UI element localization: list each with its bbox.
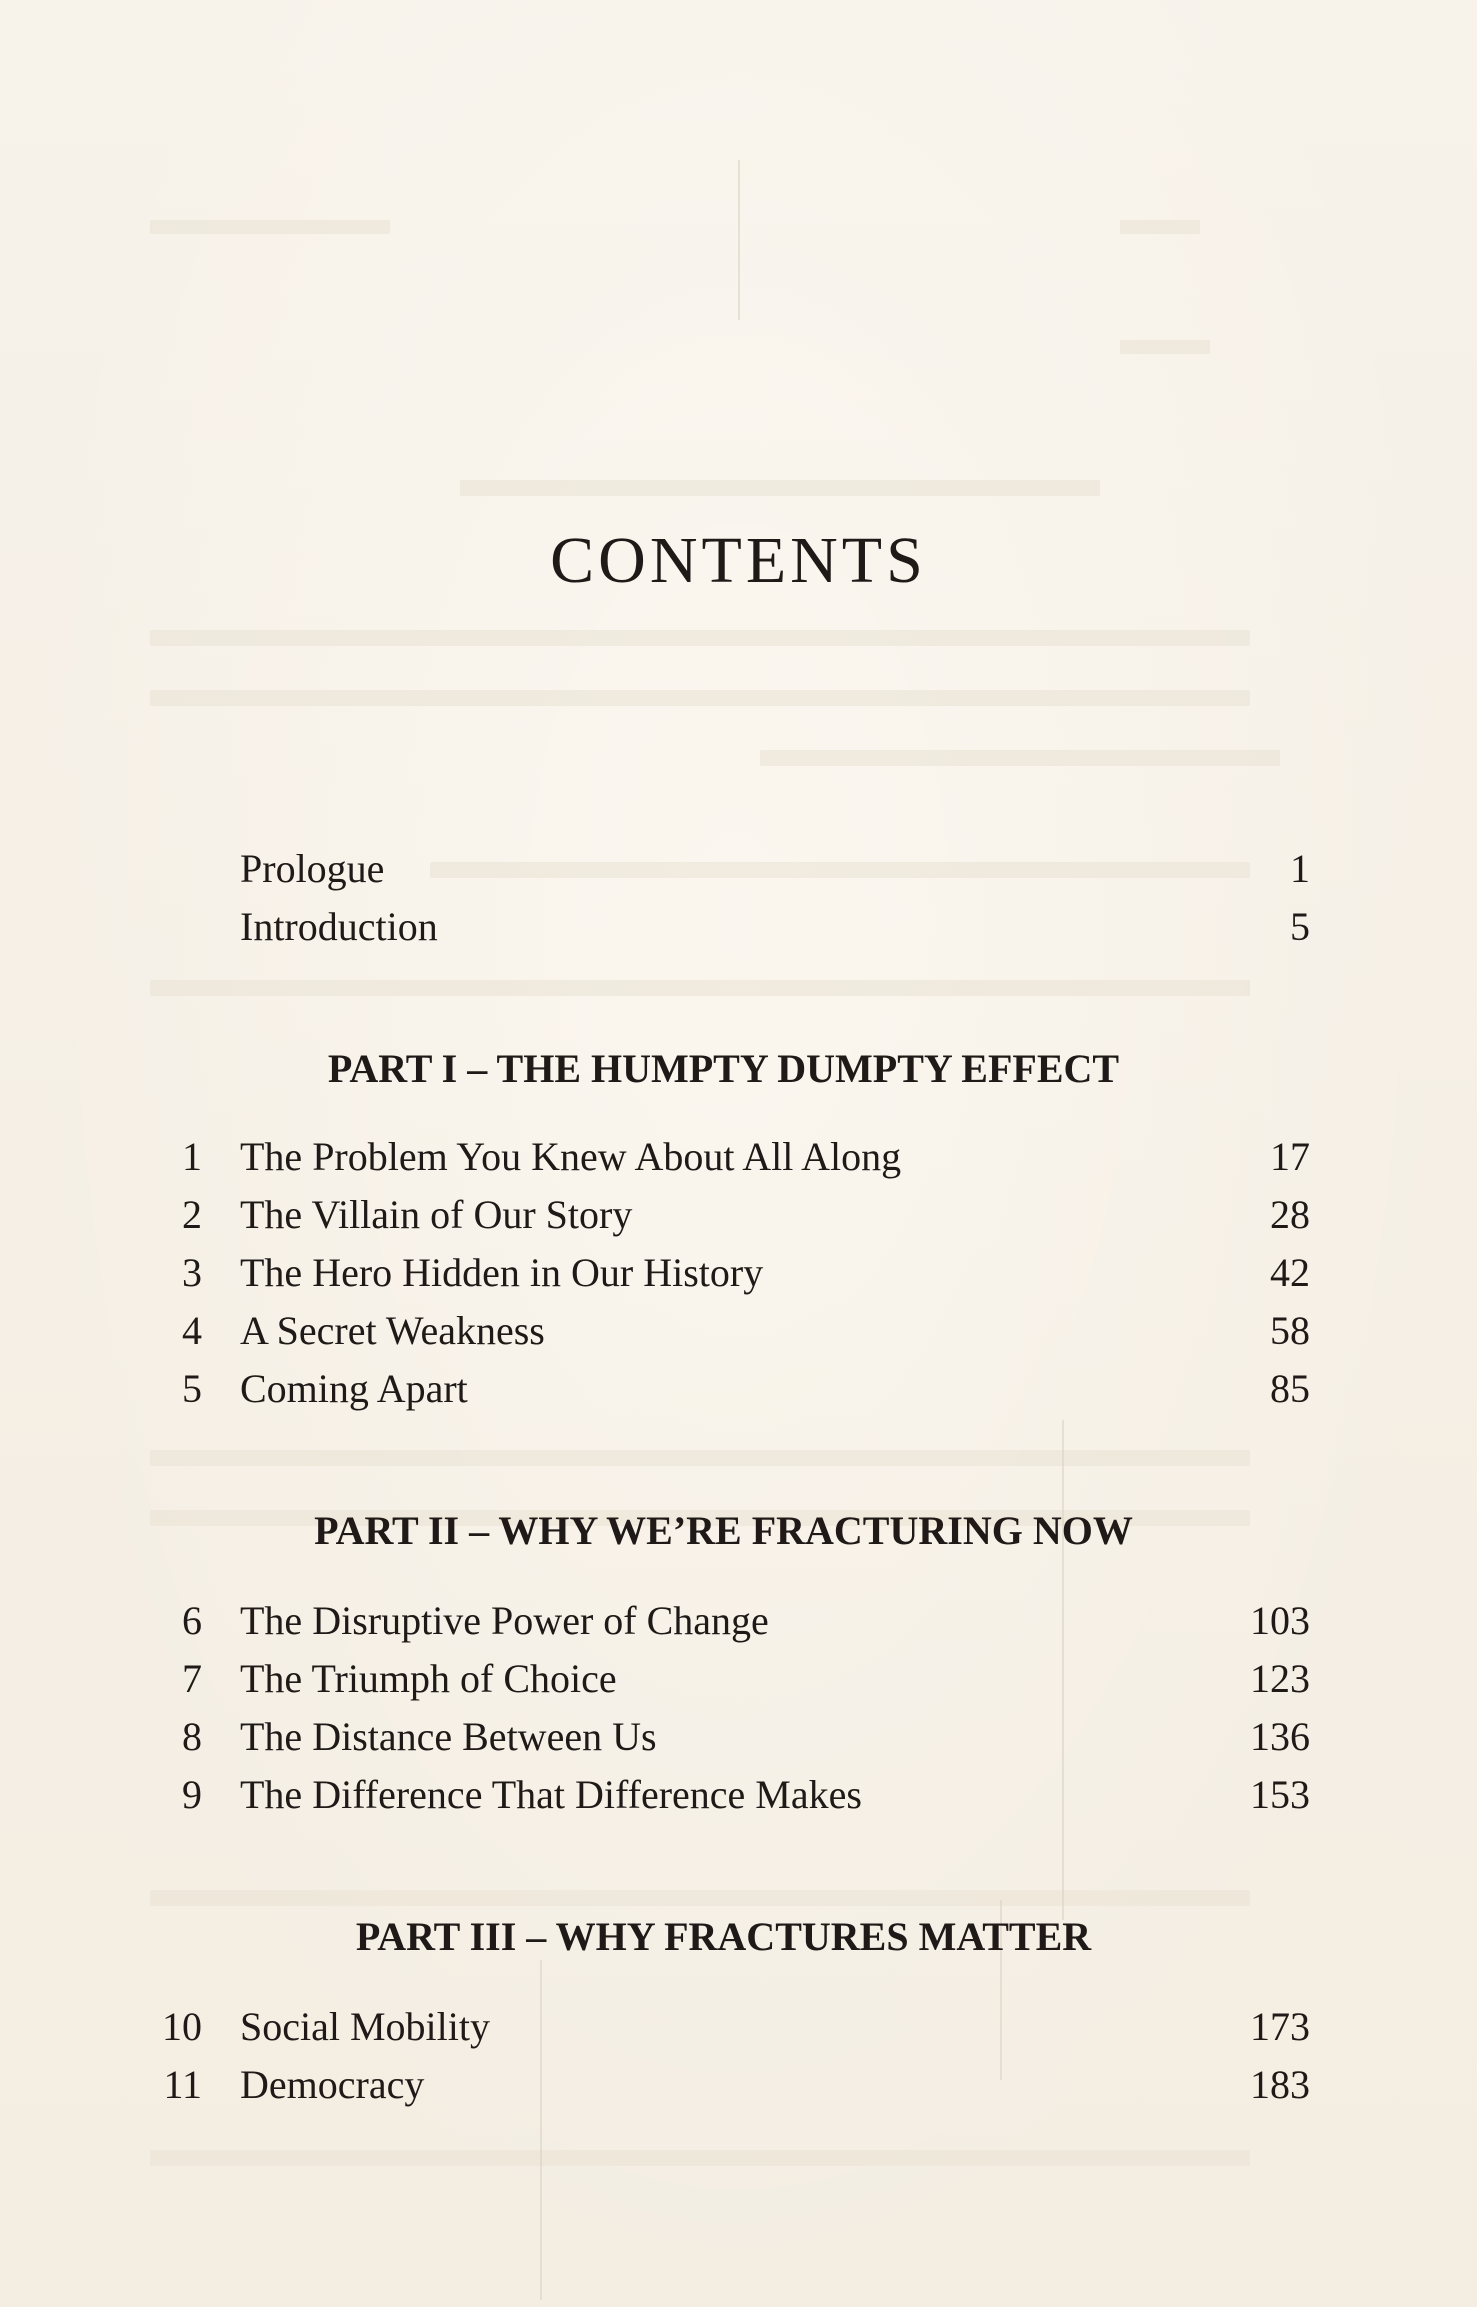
chapter-title: The Distance Between Us	[240, 1714, 657, 1759]
show-through-mark	[150, 1450, 1250, 1466]
contents-title: CONTENTS	[550, 524, 927, 597]
show-through-mark	[150, 1890, 1250, 1906]
chapter-number: 8	[182, 1714, 202, 1759]
chapter-title: The Problem You Knew About All Along	[240, 1134, 902, 1179]
toc-page-number: 183	[1250, 2062, 1310, 2107]
chapter-title: The Difference That Difference Makes	[240, 1772, 862, 1817]
show-through-mark	[150, 690, 1250, 706]
show-through-mark	[150, 980, 1250, 996]
toc-chapter-entry[interactable]	[150, 2056, 1310, 2114]
paper-crease	[738, 160, 740, 320]
chapter-title: A Secret Weakness	[240, 1308, 545, 1353]
chapter-number: 9	[182, 1772, 202, 1817]
toc-chapter-entry[interactable]	[150, 1650, 1310, 1708]
chapter-number: 4	[182, 1308, 202, 1353]
toc-page-number: 1	[1290, 846, 1310, 891]
show-through-mark	[760, 750, 1280, 766]
show-through-mark	[460, 480, 1100, 496]
chapter-title: The Villain of Our Story	[240, 1192, 633, 1237]
chapter-title: Coming Apart	[240, 1366, 468, 1411]
toc-page-number: 103	[1250, 1598, 1310, 1643]
toc-entry-label: Prologue	[240, 846, 385, 891]
show-through-mark	[1120, 340, 1210, 354]
chapter-number: 2	[182, 1192, 202, 1237]
toc-page-number: 28	[1270, 1192, 1310, 1237]
toc-page-number: 58	[1270, 1308, 1310, 1353]
toc-chapter-entry[interactable]	[150, 1244, 1310, 1302]
toc-chapter-entry[interactable]	[150, 1128, 1310, 1186]
chapter-title: The Hero Hidden in Our History	[240, 1250, 764, 1295]
show-through-mark	[1120, 220, 1200, 234]
toc-page-number: 5	[1290, 904, 1310, 949]
chapter-title: The Disruptive Power of Change	[240, 1598, 769, 1643]
toc-entry-label: Introduction	[240, 904, 438, 949]
toc-page-number: 85	[1270, 1366, 1310, 1411]
part-heading: PART III – WHY FRACTURES MATTER	[355, 1914, 1092, 1959]
toc-chapter-entry[interactable]	[150, 1592, 1310, 1650]
chapter-number: 1	[182, 1134, 202, 1179]
toc-chapter-entry[interactable]	[150, 1186, 1310, 1244]
chapter-number: 10	[162, 2004, 202, 2049]
chapter-title: The Triumph of Choice	[240, 1656, 617, 1701]
toc-page-number: 153	[1250, 1772, 1310, 1817]
chapter-number: 7	[182, 1656, 202, 1701]
toc-page-number: 136	[1250, 1714, 1310, 1759]
chapter-number: 11	[163, 2062, 202, 2107]
chapter-title: Social Mobility	[240, 2004, 490, 2049]
show-through-mark	[150, 630, 1250, 646]
toc-chapter-entry[interactable]	[150, 1766, 1310, 1824]
toc-entry-introduction[interactable]	[150, 898, 1310, 956]
toc-chapter-entry[interactable]	[150, 1360, 1310, 1418]
toc-chapter-entry[interactable]	[150, 1708, 1310, 1766]
toc-chapter-entry[interactable]	[150, 1302, 1310, 1360]
toc-page-number: 42	[1270, 1250, 1310, 1295]
toc-page-number: 123	[1250, 1656, 1310, 1701]
chapter-title: Democracy	[240, 2062, 425, 2107]
part-heading: PART II – WHY WE’RE FRACTURING NOW	[314, 1508, 1133, 1553]
toc-page-number: 17	[1270, 1134, 1310, 1179]
chapter-number: 5	[182, 1366, 202, 1411]
toc-entry-prologue[interactable]	[150, 840, 1310, 898]
toc-chapter-entry[interactable]	[150, 1998, 1310, 2056]
show-through-mark	[150, 220, 390, 234]
part-heading: PART I – THE HUMPTY DUMPTY EFFECT	[327, 1046, 1120, 1091]
show-through-mark	[150, 2150, 1250, 2166]
chapter-number: 3	[182, 1250, 202, 1295]
toc-page-number: 173	[1250, 2004, 1310, 2049]
chapter-number: 6	[182, 1598, 202, 1643]
